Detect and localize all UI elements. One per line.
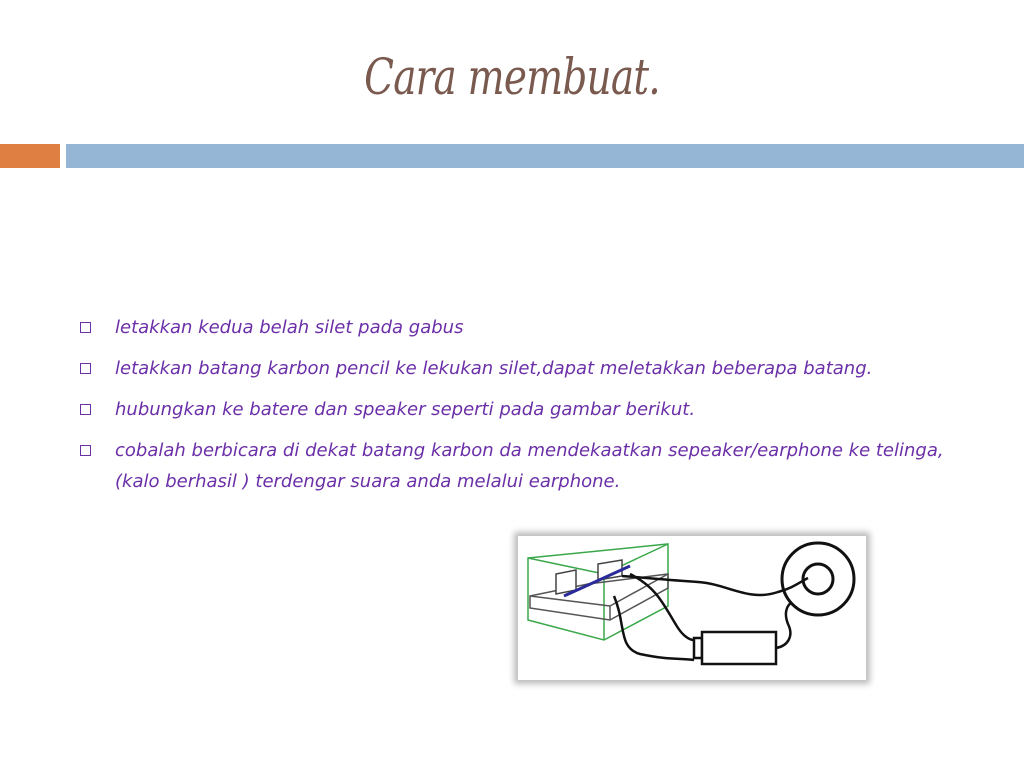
list-item: [78, 353, 968, 384]
circuit-diagram: [518, 536, 866, 680]
bullet-text: letakkan kedua belah silet pada gabus: [115, 317, 464, 338]
list-item: [78, 435, 968, 497]
bullet-text: letakkan batang karbon pencil ke lekukan silet,dapat meletakkan beberapa batang.: [115, 358, 873, 379]
speaker-body: [782, 543, 854, 615]
hollow-square-icon: [80, 404, 91, 415]
hollow-square-icon: [80, 445, 91, 456]
hollow-square-icon: [80, 363, 91, 374]
battery-body: [694, 632, 776, 664]
bullet-text: hubungkan ke batere dan speaker seperti pada gambar berikut.: [115, 399, 696, 420]
accent-bar-orange: [0, 144, 60, 168]
list-item: [78, 394, 968, 425]
razor-blades: [556, 560, 622, 594]
list-item: [78, 312, 968, 343]
accent-bar-blue: [66, 144, 1024, 168]
circuit-diagram-icon: [518, 536, 866, 680]
bullet-list: [78, 312, 968, 507]
slide-title: Cara membuat.: [364, 48, 660, 106]
hollow-square-icon: [80, 322, 91, 333]
bullet-text: cobalah berbicara di dekat batang karbon da mendekaatkan sepeaker/earphone ke telinga, (kalo berhasil ) terdengar suara anda melalui earphone.: [115, 440, 944, 492]
